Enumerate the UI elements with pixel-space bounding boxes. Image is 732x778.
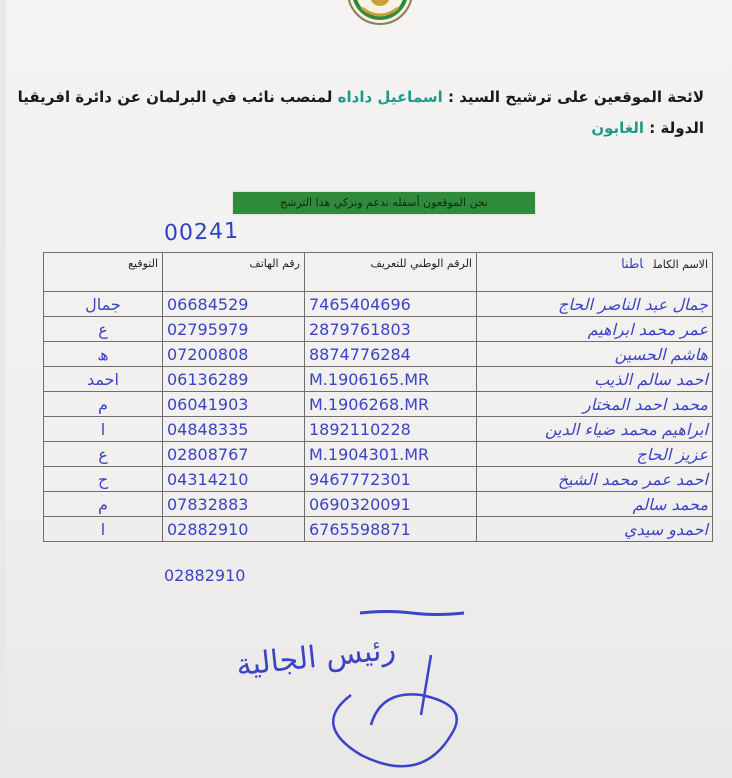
signatory-nid: 8874776284 xyxy=(305,342,477,367)
table-row xyxy=(44,517,713,542)
country-line xyxy=(591,119,704,137)
signatory-phone: 04314210 xyxy=(163,467,305,492)
signatory-name: ابراهيم محمد ضياء الدين xyxy=(477,417,713,442)
signatory-nid: 7465404696 xyxy=(305,292,477,317)
signatory-nid: 6765598871 xyxy=(305,517,477,542)
serial-number: 00241 xyxy=(163,218,240,247)
handwritten-signature xyxy=(221,635,521,778)
signatory-signature: ح xyxy=(44,467,163,492)
signatory-signature: ع xyxy=(44,317,163,342)
signatory-phone: 06041903 xyxy=(163,392,305,417)
signatory-phone: 06684529 xyxy=(163,292,305,317)
signatory-signature: ا xyxy=(44,517,163,542)
signatory-name: هاشم الحسين xyxy=(477,342,713,367)
signatory-phone: 02795979 xyxy=(163,317,305,342)
signatory-nid: M.1906268.MR xyxy=(305,392,477,417)
document-title xyxy=(17,88,704,106)
extra-phone-number: 02882910 xyxy=(164,566,246,585)
signatory-nid: 1892110228 xyxy=(305,417,477,442)
signatory-signature: ا xyxy=(44,417,163,442)
table-row xyxy=(44,467,713,492)
signatories-table xyxy=(43,252,713,542)
table-row xyxy=(44,417,713,442)
signatory-phone: 07200808 xyxy=(163,342,305,367)
signatory-nid: 0690320091 xyxy=(305,492,477,517)
signatory-phone: 06136289 xyxy=(163,367,305,392)
signatory-phone: 04848335 xyxy=(163,417,305,442)
footer-signature-text: رئيس الجالية xyxy=(234,631,398,684)
table-row xyxy=(44,317,713,342)
signatory-name: عمر محمد ابراهيم xyxy=(477,317,713,342)
support-banner: نحن الموقعون أسفله ندعم ونزكي هذا الترشح xyxy=(233,192,535,214)
header-nid: الرقم الوطني للتعريف xyxy=(305,253,477,292)
signatory-name: احمد سالم الذيب xyxy=(477,367,713,392)
signatory-nid: M.1904301.MR xyxy=(305,442,477,467)
candidate-name: اسماعيل داداه xyxy=(337,88,443,106)
table-row xyxy=(44,342,713,367)
signatory-signature: م xyxy=(44,392,163,417)
signatory-signature: جمال xyxy=(44,292,163,317)
signatory-phone: 02808767 xyxy=(163,442,305,467)
table-header-row xyxy=(44,253,713,292)
signatory-signature: احمد xyxy=(44,367,163,392)
signatory-name: جمال عبد الناصر الحاج xyxy=(477,292,713,317)
header-name: الاسم الكاملاطنا xyxy=(477,253,713,292)
signatory-name: عزيز الحاج xyxy=(477,442,713,467)
title-prefix: لائحة الموقعين على ترشيح السيد : xyxy=(442,88,704,106)
table-row xyxy=(44,392,713,417)
document-page xyxy=(6,0,732,778)
country-value: الغابون xyxy=(591,119,645,137)
signatory-nid: M.1906165.MR xyxy=(305,367,477,392)
signatory-name: محمد احمد المختار xyxy=(477,392,713,417)
table-row xyxy=(44,492,713,517)
header-name-scribble: اطنا xyxy=(621,257,644,272)
signatory-name: محمد سالم xyxy=(477,492,713,517)
signatory-phone: 07832883 xyxy=(163,492,305,517)
signatory-nid: 9467772301 xyxy=(305,467,477,492)
signatory-phone: 02882910 xyxy=(163,517,305,542)
scribble-strike xyxy=(358,610,466,616)
title-suffix: لمنصب نائب في البرلمان عن دائرة افريقيا xyxy=(17,88,338,106)
signatory-signature: ع xyxy=(44,442,163,467)
header-signature: التوقيع xyxy=(44,253,163,292)
header-phone: رقم الهاتف xyxy=(163,253,305,292)
table-row xyxy=(44,367,713,392)
country-label: الدولة : xyxy=(644,119,704,137)
signatory-signature: ھ xyxy=(44,342,163,367)
table-row xyxy=(44,442,713,467)
official-seal-logo xyxy=(340,0,420,26)
signatory-name: احمد عمر محمد الشيخ xyxy=(477,467,713,492)
table-row xyxy=(44,292,713,317)
signatory-signature: م xyxy=(44,492,163,517)
signatory-nid: 2879761803 xyxy=(305,317,477,342)
signatory-name: احمدو سيدي xyxy=(477,517,713,542)
